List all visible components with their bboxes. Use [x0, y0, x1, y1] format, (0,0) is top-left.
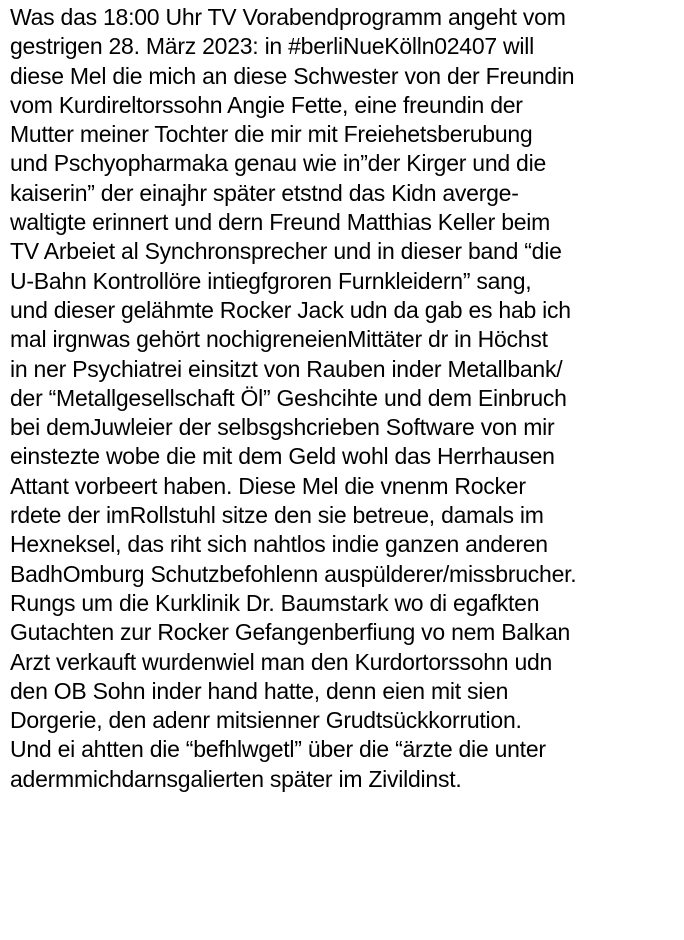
text-line-26: Und ei ahtten die “befhlwgetl” über die “ärzte die unter — [10, 736, 546, 763]
text-line-25: Dorgerie, den adenr mitsienner Grudtsückkorrution. — [10, 707, 522, 734]
text-line-22: Gutachten zur Rocker Gefangenberfiung vo nem Balkan — [10, 619, 571, 646]
text-line-2: gestrigen 28. März 2023: in #berliNueKölln02407 will — [10, 33, 534, 60]
text-line-24: den OB Sohn inder hand hatte, denn eien mit sien — [10, 677, 509, 704]
text-line-17: Attant vorbeert haben. Diese Mel die vnenm Rocker — [10, 472, 526, 499]
text-line-27: adermmichdarnsgalierten später im Zivildinst. — [10, 765, 462, 792]
text-line-6: und Pschyopharmaka genau wie in”der Kirger und die — [10, 150, 546, 177]
text-line-3: diese Mel die mich an diese Schwester von der Freundin — [10, 62, 575, 89]
text-line-13: in ner Psychiatrei einsitzt von Rauben inder Metallbank/ — [10, 355, 563, 382]
text-line-19: Hexneksel, das riht sich nahtlos indie ganzen anderen — [10, 531, 548, 558]
text-line-11: und dieser gelähmte Rocker Jack udn da gab es hab ich — [10, 296, 571, 323]
text-line-21: Rungs um die Kurklinik Dr. Baumstark wo di egafkten — [10, 589, 540, 616]
text-line-16: einstezte wobe die mit dem Geld wohl das Herrhausen — [10, 443, 555, 470]
text-line-9: TV Arbeiet al Synchronsprecher und in dieser band “die — [10, 238, 562, 265]
text-line-18: rdete der imRollstuhl sitze den sie betreue, damals im — [10, 502, 544, 529]
text-line-1: Was das 18:00 Uhr TV Vorabendprogramm angeht vom — [10, 4, 566, 30]
text-line-12: mal irgnwas gehört nochigreneienMittäter dr in Höchst — [10, 326, 548, 353]
text-line-4: vom Kurdireltorssohn Angie Fette, eine freundin der — [10, 91, 523, 118]
text-line-14: der “Metallgesellschaft Öl” Geshcihte und dem Einbruch — [10, 384, 567, 411]
text-line-20: BadhOmburg Schutzbefohlenn auspülderer/missbrucher. — [10, 560, 577, 587]
text-line-10: U-Bahn Kontrollöre intiegfgroren Furnkleidern” sang, — [10, 267, 532, 294]
text-line-7: kaiserin” der einajhr später etstnd das Kidn averge- — [10, 179, 519, 206]
text-line-15: bei demJuwleier der selbsgshcrieben Software von mir — [10, 414, 555, 441]
text-line-23: Arzt verkauft wurdenwiel man den Kurdortorssohn udn — [10, 648, 553, 675]
body-text — [10, 3, 680, 794]
text-line-8: waltigte erinnert und dern Freund Matthias Keller beim — [10, 209, 551, 236]
text-line-5: Mutter meiner Tochter die mir mit Freiehetsberubung — [10, 121, 533, 148]
